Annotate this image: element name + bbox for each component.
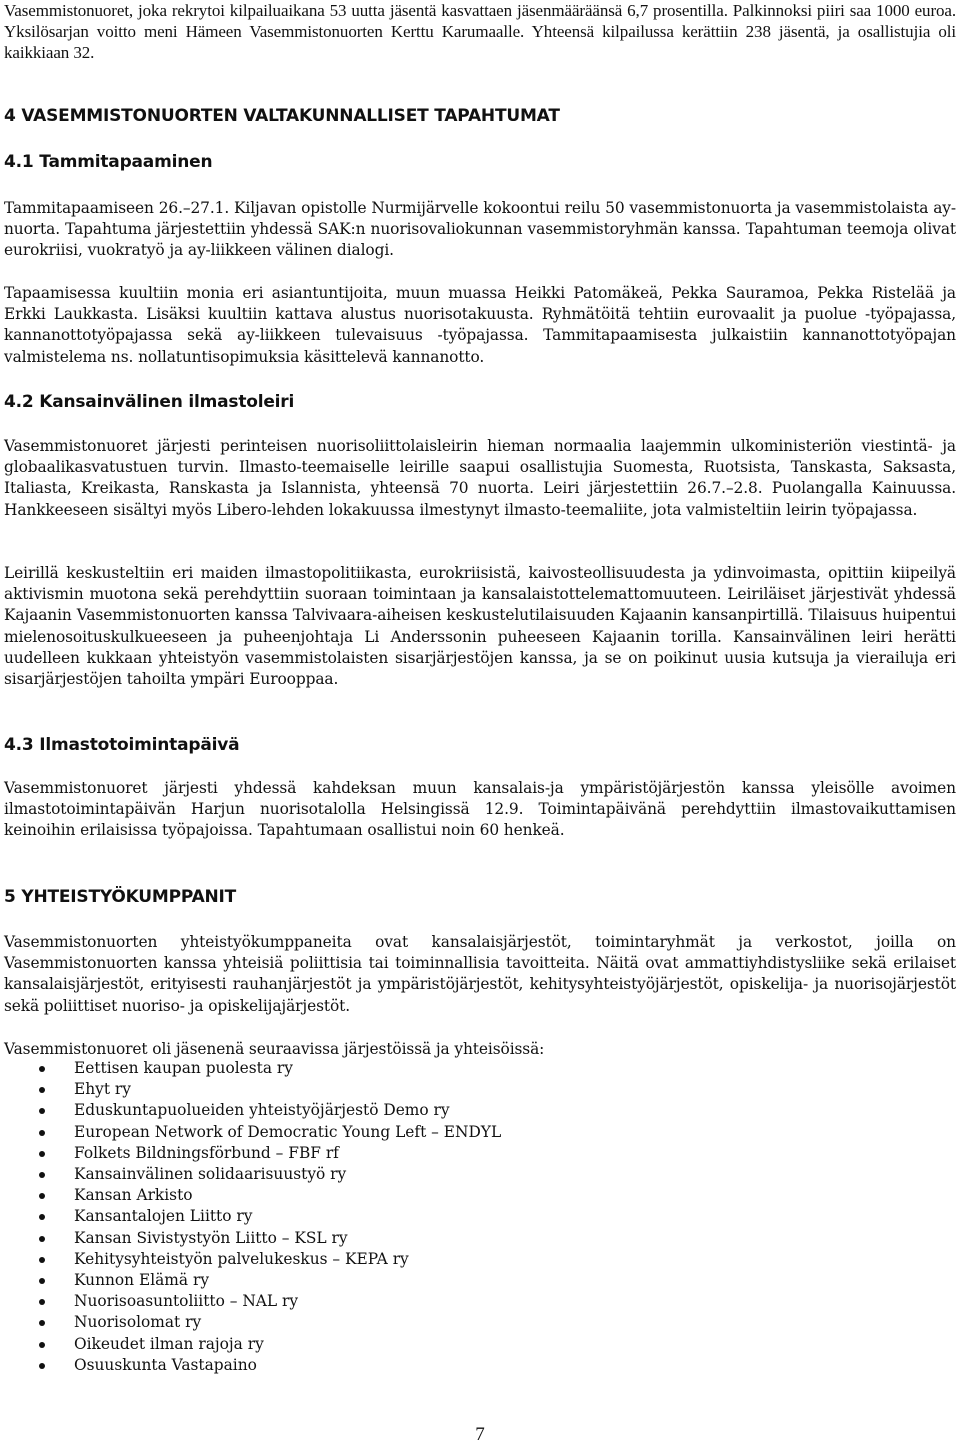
list-item: Kansan Sivistystyön Liitto – KSL ry: [4, 1228, 956, 1249]
list-item: Oikeudet ilman rajoja ry: [4, 1334, 956, 1355]
section-4-3-paragraph-1: Vasemmistonuoret järjesti yhdessä kahdeksan muun kansalais-ja ympäristöjärjestön kanssa yleisölle avoimen ilmastotoimintapäivän Harjun nuorisotalolla Helsingissä 12.9. Toimintapäivänä perehdyttiin ilmastovaikuttamisen keinoihin erilaisissa työpajoissa. Tapahtumaan osallistui noin 60 henkeä.: [4, 779, 956, 840]
section-5-heading: 5 YHTEISTYÖKUMPPANIT: [4, 887, 237, 907]
list-item: Kansantalojen Liitto ry: [4, 1206, 956, 1227]
section-4-1-paragraph-1: Tammitapaamiseen 26.–27.1. Kiljavan opistolle Nurmijärvelle kokoontui reilu 50 vasemmistonuorta ja vasemmistolaista ay-nuorta. Tapahtuma järjestettiin yhdessä SAK:n nuorisovaliokunnan vasemmistoryhmän kanssa. Tapahtuman teemoja olivat eurokriisi, vuokratyö ja ay-liikkeen välinen dialogi.: [4, 199, 956, 260]
list-item: European Network of Democratic Young Left – ENDYL: [4, 1122, 956, 1143]
list-item: Eettisen kaupan puolesta ry: [4, 1058, 956, 1079]
list-item: Kehitysyhteistyön palvelukeskus – KEPA ry: [4, 1249, 956, 1270]
section-4-2-paragraph-2: Leirillä keskusteltiin eri maiden ilmastopolitiikasta, eurokriisistä, kaivosteollisuudesta ja ydinvoimasta, opittiin kiipeilyä aktivismin muotona sekä perehdyttiin suoraan toimintaan ja kansalaistottelemattomuuteen. Leiriläiset järjestivät yhdessä Kajaanin Vasemmistonuorten kanssa Talvivaara-aiheisen keskustelutilaisuuden Kajaanin kansanpirtillä. Tilaisuus huipentui mielenosoituskulkueeseen ja puheenjohtaja Li Anderssonin puheeseen Kajaanin torilla. Kansainvälinen leiri herätti uudelleen kukkaan yhteistyön vasemmistolaisten sisarjärjestöjen kanssa, ja se on poikinut uusia kutsuja ja vierailuja eri sisarjärjestöjen tahoilta ympäri Eurooppaa.: [4, 564, 956, 689]
membership-list: [4, 1058, 956, 1376]
list-item: Ehyt ry: [4, 1079, 956, 1100]
section-4-heading: 4 VASEMMISTONUORTEN VALTAKUNNALLISET TAPAHTUMAT: [4, 106, 560, 126]
list-item: Kunnon Elämä ry: [4, 1270, 956, 1291]
page-number: 7: [475, 1424, 485, 1445]
section-4-2-heading: 4.2 Kansainvälinen ilmastoleiri: [4, 392, 295, 412]
section-5-paragraph-1: Vasemmistonuorten yhteistyökumppaneita ovat kansalaisjärjestöt, toimintaryhmät ja verkostot, joilla on Vasemmistonuorten kanssa yhteisiä poliittisia tai toiminnallisia tavoitteita. Näitä ovat ammattiyhdistysliike sekä erilaiset kansalaisjärjestöt, erityisesti rauhanjärjestöt ja ympäristöjärjestöt, kehitysyhteistyöjärjestöt, opiskelija- ja nuorisojärjestöt sekä poliittiset nuoriso- ja opiskelijajärjestöt.: [4, 933, 956, 1015]
membership-list-intro: Vasemmistonuoret oli jäsenenä seuraavissa järjestöissä ja yhteisöissä:: [4, 1040, 545, 1058]
section-4-2-paragraph-1: Vasemmistonuoret järjesti perinteisen nuorisoliittolaisleirin hieman normaalia laajemmin ulkoministeriön viestintä- ja globaalikasvatustuen turvin. Ilmasto-teemaiselle leirille saapui osallistujia Suomesta, Ruotsista, Tanskasta, Saksasta, Italiasta, Kreikasta, Ranskasta ja Islannista, yhteensä 70 nuorta. Leiri järjestettiin 26.7.–2.8. Puolangalla Kainuussa. Hankkeeseen sisältyi myös Libero-lehden lokakuussa ilmestynyt ilmasto-teemaliite, jota valmisteltiin leirin työpajassa.: [4, 437, 956, 519]
section-4-1-heading: 4.1 Tammitapaaminen: [4, 152, 213, 172]
section-4-1-paragraph-2: Tapaamisessa kuultiin monia eri asiantuntijoita, muun muassa Heikki Patomäkeä, Pekka Sauramoa, Pekka Ristelää ja Erkki Laukkasta. Lisäksi kuultiin kattava alustus nuorisotakuusta. Ryhmätöitä tehtiin eurovaalit ja puolue -työpajassa, kannanottotyöpajassa sekä ay-liikkeen tulevaisuus -työpajassa. Tammitapaamisesta julkaistiin kannanottotyöpajan valmistelema ns. nollatuntisopimuksia käsittelevä kannanotto.: [4, 284, 956, 366]
list-item: Nuorisolomat ry: [4, 1312, 956, 1333]
list-item: Folkets Bildningsförbund – FBF rf: [4, 1143, 956, 1164]
list-item: Osuuskunta Vastapaino: [4, 1355, 956, 1376]
list-item: Eduskuntapuolueiden yhteistyöjärjestö Demo ry: [4, 1100, 956, 1121]
list-item: Kansan Arkisto: [4, 1185, 956, 1206]
intro-paragraph: Vasemmistonuoret, joka rekrytoi kilpailuaikana 53 uutta jäsentä kasvattaen jäsenmääräänsä 6,7 prosentilla. Palkinnoksi piiri saa 1000 euroa. Yksilösarjan voitto meni Hämeen Vasemmistonuorten Kerttu Karumaalle. Yhteensä kilpailussa kerättiin 238 jäsentä, ja osallistujia oli kaikkiaan 32.: [4, 1, 956, 63]
section-4-3-heading: 4.3 Ilmastotoimintapäivä: [4, 735, 240, 755]
list-item: Kansainvälinen solidaarisuustyö ry: [4, 1164, 956, 1185]
list-item: Nuorisoasuntoliitto – NAL ry: [4, 1291, 956, 1312]
